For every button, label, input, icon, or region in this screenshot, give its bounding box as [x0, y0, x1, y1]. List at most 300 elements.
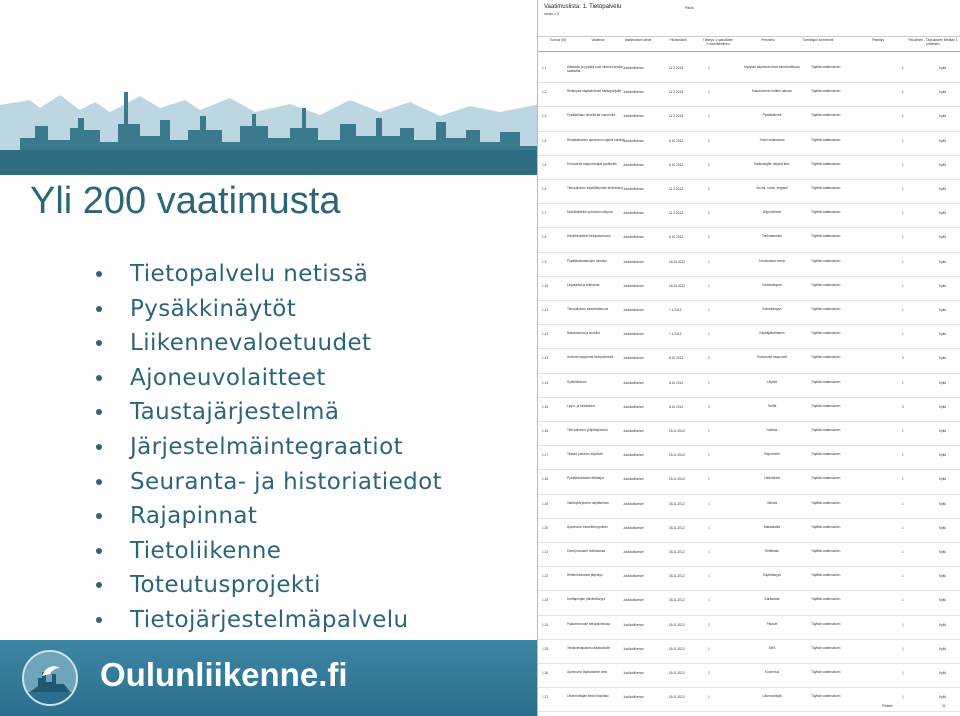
- bullet-dot-icon: [96, 340, 102, 346]
- row-priority: 1: [708, 138, 710, 143]
- row-priority: 1: [708, 477, 710, 482]
- table-row: [538, 155, 960, 180]
- row-score: 1: [902, 211, 904, 216]
- row-supplier-comment: Täyttää vaatimuksen: [811, 500, 841, 505]
- row-supplier-comment: Täyttää vaatimuksen: [811, 186, 841, 190]
- row-supplier-comment: Täyttää vaatimuksen: [811, 549, 841, 553]
- row-source: Joukkoliikenne: [623, 429, 644, 433]
- row-rationale: Kolmannet osapuolet: [757, 355, 787, 360]
- bullet-item: [96, 292, 442, 327]
- row-mandatory: Kyllä: [939, 525, 946, 530]
- row-id: 1.21: [542, 550, 549, 554]
- row-date: 11.2.2013: [669, 211, 683, 216]
- row-source: Joukkoliikenne: [623, 477, 644, 482]
- row-supplier-comment: Täyttää vaatimuksen: [811, 524, 841, 529]
- bullet-text: Taustajärjestelmä: [130, 399, 340, 426]
- table-row: [538, 615, 960, 640]
- row-supplier-comment: Täyttää vaatimuksen: [811, 670, 841, 674]
- row-date: 8.10.2012: [669, 404, 684, 409]
- column-header: Pakollinen - Tarjoukseen liitetään 1 pistetään: [908, 38, 958, 46]
- row-priority: 1: [708, 646, 710, 651]
- row-source: Joukkoliikenne: [623, 646, 644, 651]
- bullet-item: [96, 499, 442, 534]
- row-score: 0: [902, 404, 904, 409]
- row-rationale: Matkustajille näkyvä tieto: [754, 161, 790, 166]
- row-score: 1: [902, 574, 904, 579]
- table-row: [538, 469, 960, 494]
- row-id: 1.17: [542, 453, 549, 458]
- row-id: 1.18: [542, 477, 549, 482]
- bullet-dot-icon: [96, 582, 102, 588]
- row-id: 1.22: [542, 574, 549, 579]
- row-score: 1: [902, 671, 904, 675]
- row-priority: 1: [708, 380, 710, 385]
- row-requirement: Tietopalvelun ylläpitotyökalut: [567, 428, 608, 432]
- row-requirement: Pysäkkikohtaiset lähtöajat: [567, 476, 604, 481]
- row-supplier-comment: Täyttää vaatimuksen: [811, 234, 841, 239]
- row-source: Joukkoliikenne: [623, 283, 644, 288]
- row-source: Joukkoliikenne: [623, 598, 644, 603]
- row-mandatory: Kyllä: [939, 66, 946, 70]
- requirements-document: [537, 0, 960, 716]
- bullet-item: [96, 257, 442, 292]
- row-date: 18.10.2012: [669, 283, 685, 288]
- row-mandatory: Kyllä: [939, 90, 946, 95]
- row-requirement: Ajoneuvon esteettömyystieto: [567, 524, 608, 529]
- row-mandatory: Kyllä: [939, 162, 946, 167]
- row-id: 1.1: [542, 66, 547, 70]
- row-score: 1: [902, 114, 904, 119]
- row-mandatory: Kyllä: [939, 283, 946, 288]
- column-header: Toimittajan kommentit: [802, 38, 834, 42]
- row-mandatory: Kyllä: [939, 187, 946, 191]
- row-rationale: Käytettävyys: [762, 573, 782, 578]
- row-supplier-comment: Täyttää vaatimuksen: [811, 403, 841, 408]
- bullet-text: Tietopalvelu netissä: [130, 261, 369, 287]
- row-rationale: Lähtötiedot: [764, 476, 780, 481]
- row-priority: 1: [708, 550, 710, 554]
- row-requirement: Karttapohjan päivitettävyys: [567, 597, 606, 602]
- footer-bar: [0, 640, 540, 716]
- row-priority: 1: [708, 525, 710, 530]
- row-score: 1: [902, 646, 904, 651]
- row-source: Joukkoliikenne: [623, 308, 644, 312]
- row-requirement: Lippu- ja hintatiedot: [567, 403, 595, 408]
- row-rationale: Hakutoiminto reittien hakuun: [751, 89, 793, 94]
- table-row: [538, 252, 960, 277]
- row-priority: 1: [708, 259, 710, 264]
- row-rationale: Karttanäkymä: [762, 282, 782, 287]
- table-row: [538, 542, 960, 567]
- row-source: Joukkoliikenne: [623, 138, 644, 143]
- row-requirement: Syöttöliikenne: [567, 379, 587, 384]
- row-mandatory: Kyllä: [939, 671, 946, 675]
- row-priority: 1: [708, 114, 710, 119]
- row-date: 18.11.2012: [669, 598, 685, 603]
- row-requirement: Liikennöitsijän tiedot linjoittain: [567, 694, 609, 699]
- row-date: 11.2.2013: [669, 90, 683, 95]
- table-row: [538, 179, 960, 204]
- bullet-dot-icon: [96, 548, 102, 554]
- row-supplier-comment: Täyttää vaatimuksen: [811, 210, 841, 215]
- row-date: 18.10.2012: [669, 259, 685, 264]
- column-header: Tärkeys 1=pakollinen 2=tavoitteellinen: [702, 38, 734, 46]
- document-footer-label: Pisteet: [882, 704, 893, 708]
- row-id: 1.16: [542, 429, 549, 433]
- row-id: 1.4: [542, 138, 547, 143]
- bullet-dot-icon: [96, 617, 102, 623]
- row-supplier-comment: Täyttää vaatimuksen: [811, 597, 841, 602]
- row-id: 1.13: [542, 356, 549, 361]
- row-id: 1.20: [542, 525, 549, 530]
- row-mandatory: Kyllä: [939, 114, 946, 119]
- row-requirement: Ajoneuvon täyttöasteen tieto: [567, 670, 608, 674]
- row-mandatory: Kyllä: [939, 574, 946, 579]
- bullet-dot-icon: [96, 409, 102, 415]
- row-score: 1: [902, 525, 904, 530]
- row-date: 7.1.2013: [669, 308, 682, 312]
- row-requirement: Vaihtoyhteyksien näyttäminen: [567, 500, 610, 505]
- row-source: Joukkoliikenne: [623, 695, 644, 700]
- row-rationale: Esteettömyys: [762, 307, 782, 311]
- row-priority: 1: [708, 308, 710, 312]
- row-supplier-comment: Täyttää vaatimuksen: [811, 113, 841, 118]
- row-priority: 1: [708, 695, 710, 700]
- row-priority: 1: [708, 187, 710, 191]
- row-supplier-comment: Täyttää vaatimuksen: [811, 573, 841, 578]
- row-rationale: Tulostettava versio: [758, 258, 786, 263]
- row-requirement: Pysäkkihaku nimellä tai numerolla: [567, 113, 616, 118]
- row-date: 8.10.2012: [669, 356, 684, 361]
- row-rationale: Toimii selaimessa: [759, 137, 785, 142]
- row-supplier-comment: Täyttää vaatimuksen: [811, 452, 841, 457]
- row-score: 1: [902, 332, 904, 337]
- slide-heading: Yli 200 vaatimusta: [30, 180, 341, 222]
- row-date: 18.11.2012: [669, 646, 685, 651]
- row-supplier-comment: Täyttää vaatimuksen: [811, 137, 841, 142]
- row-id: 1.7: [542, 211, 547, 216]
- row-id: 1.23: [542, 598, 549, 603]
- row-rationale: Liityntä: [766, 379, 778, 384]
- row-mandatory: Kyllä: [939, 598, 946, 603]
- row-score: 1: [902, 380, 904, 385]
- row-requirement: Aikataulu ja pysäkit ovat internet-sivulla saatavilla: [567, 65, 623, 73]
- row-mandatory: Kyllä: [939, 695, 946, 700]
- row-id: 1.9: [542, 259, 547, 264]
- row-id: 1.10: [542, 283, 549, 288]
- row-id: 1.27: [542, 695, 549, 700]
- logo-text: Oulunliikenne.fi: [100, 656, 348, 693]
- bullet-text: Rajapinnat: [130, 503, 258, 530]
- row-priority: 1: [708, 332, 710, 337]
- row-mandatory: Kyllä: [939, 622, 946, 627]
- row-rationale: Käyttäjäkohtainen: [759, 331, 785, 336]
- table-row: [538, 227, 960, 252]
- row-id: 1.24: [542, 622, 549, 627]
- table-row: [538, 445, 960, 470]
- row-source: Joukkoliikenne: [623, 187, 644, 191]
- column-header: Vaatimus: [591, 38, 605, 42]
- bullet-dot-icon: [96, 444, 102, 450]
- bullet-text: Seuranta- ja historiatiedot: [130, 468, 443, 495]
- table-row: [538, 397, 960, 422]
- row-requirement: Palautelomake tietopalvelussa: [567, 621, 611, 626]
- page-number: 31: [942, 704, 946, 708]
- row-priority: 1: [708, 211, 710, 216]
- row-priority: 1: [708, 90, 710, 95]
- table-row: [538, 203, 960, 228]
- row-priority: 2: [708, 671, 710, 675]
- row-rationale: Tiedottaminen: [761, 234, 783, 239]
- row-priority: 1: [708, 501, 710, 506]
- row-priority: 2: [708, 356, 710, 361]
- row-score: 1: [902, 550, 904, 554]
- bullet-item: [96, 395, 442, 430]
- row-priority: 2: [708, 622, 710, 627]
- row-mandatory: Kyllä: [939, 404, 946, 409]
- row-date: 18.11.2012: [669, 477, 685, 482]
- row-date: 18.11.2012: [669, 429, 685, 433]
- bullet-text: Järjestelmäintegraatiot: [130, 433, 403, 460]
- row-mandatory: Kyllä: [939, 332, 946, 337]
- row-requirement: Kävelyosuudet reittihaussa: [567, 549, 606, 553]
- row-date: 18.11.2012: [669, 453, 685, 458]
- row-priority: 1: [708, 574, 710, 579]
- row-mandatory: Kyllä: [939, 308, 946, 312]
- row-priority: 2: [708, 404, 710, 409]
- row-priority: 1: [708, 453, 710, 458]
- row-id: 1.14: [542, 380, 549, 385]
- row-source: Joukkoliikenne: [623, 574, 644, 579]
- row-requirement: Reaaliaikainen ajoneuvon sijainti kartalla: [567, 137, 625, 142]
- row-rationale: Vaihdot: [766, 500, 778, 505]
- row-supplier-comment: Täyttää vaatimuksen: [811, 161, 841, 166]
- row-requirement: Tietopalvelun käyttöliittymän kieliversiot: [567, 186, 623, 190]
- row-requirement: Häiriötiedotteet tietopalvelussa: [567, 234, 611, 239]
- table-row: [538, 421, 960, 446]
- column-header: Pisteitys: [872, 38, 884, 42]
- row-requirement: Tilastot palvelun käytöstä: [567, 452, 603, 457]
- row-supplier-comment: Täyttää vaatimuksen: [811, 694, 841, 699]
- row-date: 8.10.2012: [669, 235, 684, 240]
- row-priority: 1: [708, 235, 710, 240]
- row-id: 1.12: [542, 332, 549, 337]
- row-source: Joukkoliikenne: [623, 380, 644, 385]
- row-source: Joukkoliikenne: [623, 356, 644, 361]
- row-rationale: Raportointi: [764, 452, 780, 457]
- row-score: 1: [902, 501, 904, 506]
- row-source: Joukkoliikenne: [623, 622, 644, 627]
- row-requirement: Avoimet rajapinnat tietopalvelulle: [567, 355, 614, 360]
- row-score: 1: [902, 187, 904, 191]
- oulu-skyline-image: [0, 0, 540, 175]
- row-supplier-comment: Täyttää vaatimuksen: [811, 258, 841, 263]
- row-rationale: Älypuhelimet: [762, 210, 782, 215]
- row-supplier-comment: Täyttää vaatimuksen: [811, 307, 841, 311]
- row-priority: 1: [708, 598, 710, 603]
- row-mandatory: Kyllä: [939, 380, 946, 385]
- bullet-text: Liikennevaloetuudet: [130, 330, 372, 357]
- document-date-label: Päivä: [685, 6, 694, 10]
- row-rationale: Kuormitus: [764, 670, 780, 674]
- row-requirement: Pysäkkiaikataulujen tulostus: [567, 258, 607, 263]
- row-score: 1: [902, 453, 904, 458]
- row-rationale: Reittihaku: [764, 549, 780, 553]
- row-mandatory: Kyllä: [939, 550, 946, 554]
- bullet-text: Pysäkkinäytöt: [130, 295, 297, 322]
- row-requirement: Tekstiviestipalvelu aikatauluille: [567, 645, 611, 650]
- row-score: 1: [902, 162, 904, 167]
- row-date: 8.10.2012: [669, 380, 684, 385]
- row-mandatory: Kyllä: [939, 138, 946, 143]
- table-row: [538, 639, 960, 664]
- row-source: Joukkoliikenne: [623, 66, 644, 70]
- row-date: 18.11.2012: [669, 550, 685, 554]
- row-score: 1: [902, 66, 904, 70]
- row-rationale: Pysäkkitiedot: [762, 113, 782, 118]
- table-row: [538, 106, 960, 131]
- table-row: [538, 348, 960, 373]
- row-date: 8.10.2012: [669, 138, 684, 143]
- row-source: Joukkoliikenne: [623, 453, 644, 458]
- row-requirement: Linjakartat ja reittiviivat: [567, 282, 600, 287]
- row-id: 1.2: [542, 90, 547, 95]
- row-supplier-comment: Täyttää vaatimuksen: [811, 621, 841, 626]
- row-id: 1.3: [542, 114, 547, 119]
- row-mandatory: Kyllä: [939, 501, 946, 506]
- row-date: 11.2.2013: [669, 187, 683, 191]
- row-supplier-comment: Täyttää vaatimuksen: [811, 476, 841, 481]
- bullet-dot-icon: [96, 513, 102, 519]
- row-rationale: SMS: [768, 645, 776, 650]
- row-mandatory: Kyllä: [939, 259, 946, 264]
- row-source: Joukkoliikenne: [623, 114, 644, 119]
- row-requirement: Reittiopas näyttää tiedot karttapohjalla: [567, 89, 622, 94]
- row-source: Joukkoliikenne: [623, 550, 644, 554]
- row-source: Joukkoliikenne: [623, 162, 644, 167]
- bullet-text: Ajoneuvolaitteet: [130, 364, 326, 391]
- row-score: 1: [902, 622, 904, 627]
- row-id: 1.25: [542, 646, 549, 651]
- row-score: 1: [902, 283, 904, 288]
- column-header: Tunnus (ID): [549, 38, 567, 42]
- row-priority: 1: [708, 429, 710, 433]
- row-source: Joukkoliikenne: [623, 211, 644, 216]
- bullet-dot-icon: [96, 479, 102, 485]
- row-score: 1: [902, 259, 904, 264]
- row-score: 1: [902, 477, 904, 482]
- row-rationale: Palaute: [766, 621, 778, 626]
- row-score: 2: [902, 356, 904, 361]
- row-rationale: Nykyisin käytössä oleva toiminnallisuus: [744, 65, 800, 69]
- row-mandatory: Kyllä: [939, 453, 946, 458]
- row-date: 18.11.2012: [669, 695, 685, 700]
- bullet-text: Toteutusprojekti: [130, 572, 321, 599]
- row-date: 7.1.2013: [669, 332, 682, 337]
- row-id: 1.19: [542, 501, 549, 506]
- row-source: Joukkoliikenne: [623, 332, 644, 337]
- row-rationale: Liikennöitsijät: [762, 694, 782, 699]
- row-date: 11.2.2013: [669, 114, 683, 119]
- bullet-dot-icon: [96, 375, 102, 381]
- row-id: 1.11: [542, 308, 548, 312]
- table-row: [538, 590, 960, 615]
- row-mandatory: Kyllä: [939, 235, 946, 240]
- row-priority: 1: [708, 283, 710, 288]
- row-mandatory: Kyllä: [939, 356, 946, 361]
- row-supplier-comment: Täyttää vaatimuksen: [811, 282, 841, 287]
- row-id: 1.26: [542, 671, 549, 675]
- bullet-text: Tietoliikenne: [130, 537, 282, 564]
- bullet-list: [96, 257, 442, 638]
- row-date: 18.11.2012: [669, 525, 685, 530]
- row-score: 1: [902, 429, 904, 433]
- row-supplier-comment: Täyttää vaatimuksen: [811, 65, 841, 69]
- row-mandatory: Kyllä: [939, 646, 946, 651]
- bullet-item: [96, 326, 442, 361]
- bullet-item: [96, 361, 442, 396]
- bullet-item: [96, 603, 442, 638]
- table-header: [538, 36, 960, 52]
- column-header: Perustelu: [761, 38, 775, 42]
- bullet-text: Tietojärjestelmäpalvelu: [130, 606, 409, 633]
- row-id: 1.5: [542, 162, 547, 167]
- row-source: Joukkoliikenne: [623, 671, 644, 675]
- row-supplier-comment: Täyttää vaatimuksen: [811, 355, 841, 360]
- row-mandatory: Kyllä: [939, 477, 946, 482]
- row-mandatory: Kyllä: [939, 211, 946, 216]
- row-supplier-comment: Täyttää vaatimuksen: [811, 379, 841, 384]
- table-row: [538, 687, 960, 712]
- table-row: [538, 58, 960, 83]
- row-rationale: Hallinta: [766, 428, 778, 432]
- bullet-item: [96, 430, 442, 465]
- table-row: [538, 131, 960, 156]
- table-row: [538, 300, 960, 325]
- row-source: Joukkoliikenne: [623, 501, 644, 506]
- row-supplier-comment: Täyttää vaatimuksen: [811, 331, 841, 336]
- row-date: 11.2.2013: [669, 66, 683, 70]
- row-score: 1: [902, 598, 904, 603]
- row-source: Joukkoliikenne: [623, 90, 644, 95]
- row-source: Joukkoliikenne: [623, 404, 644, 409]
- row-id: 1.6: [542, 187, 547, 191]
- row-rationale: Karttadata: [764, 597, 780, 602]
- row-id: 1.15: [542, 404, 549, 409]
- row-rationale: Matalalattia: [763, 524, 781, 529]
- row-date: 18.11.2012: [669, 622, 685, 627]
- bullet-dot-icon: [96, 271, 102, 277]
- row-requirement: Ennustetut saapumisajat pysäkeille: [567, 161, 617, 166]
- column-header: Vaatimuksen lähde: [624, 38, 652, 42]
- document-title: Vaatimuslista: 1. Tietopalvelu: [544, 4, 622, 10]
- table-row: [538, 373, 960, 398]
- row-requirement: Tietopalvelun saavutettavuus: [567, 307, 609, 311]
- row-requirement: Mobiililaitteille optimoitu näkymä: [567, 210, 613, 215]
- table-row: [538, 494, 960, 519]
- table-row: [538, 324, 960, 349]
- row-score: 1: [902, 138, 904, 143]
- bullet-dot-icon: [96, 306, 102, 312]
- row-supplier-comment: Täyttää vaatimuksen: [811, 89, 841, 94]
- table-row: [538, 663, 960, 688]
- table-row: [538, 518, 960, 543]
- row-date: 8.10.2012: [669, 162, 684, 167]
- column-header: Päivämäärä: [669, 38, 687, 42]
- table-row: [538, 566, 960, 591]
- row-requirement: Reittiehdotusten järjestys: [567, 573, 603, 578]
- row-priority: 1: [708, 66, 710, 70]
